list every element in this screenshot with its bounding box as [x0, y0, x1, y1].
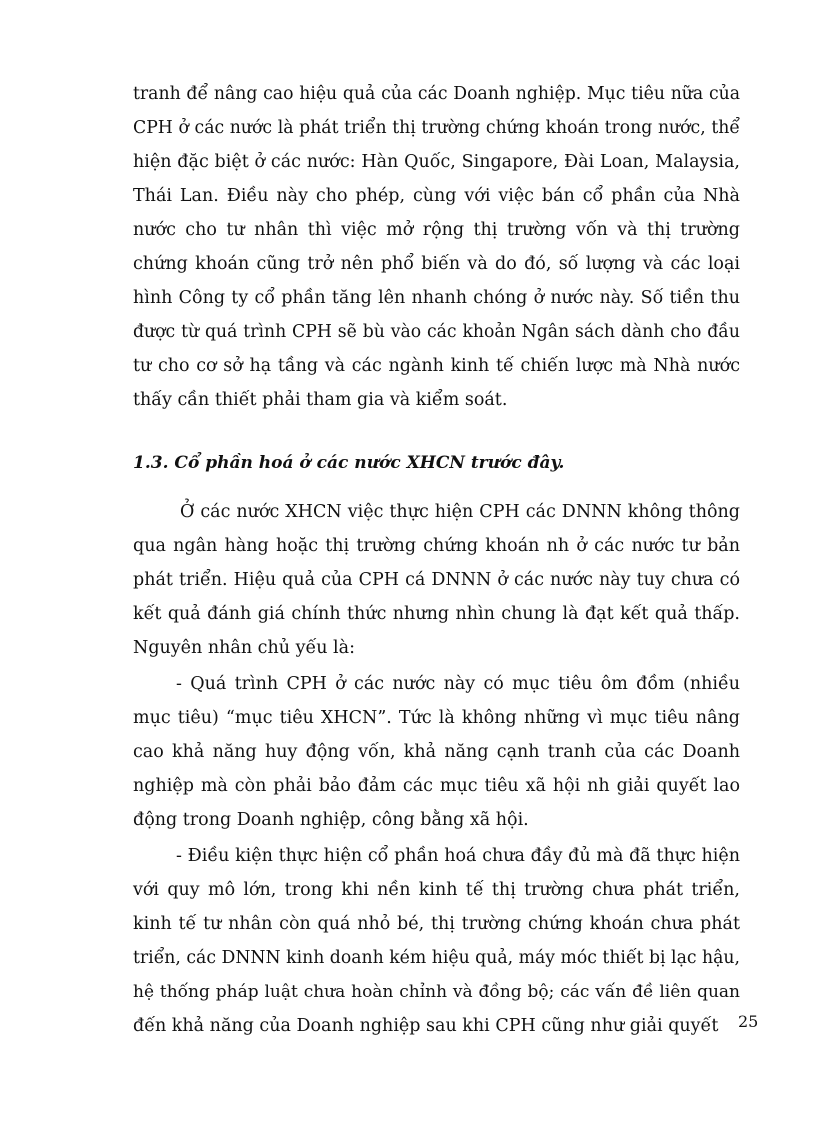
paragraph-1-line: tư cho cơ sở hạ tầng và các ngành kinh tế chiến lược mà Nhà nước — [133, 356, 740, 376]
paragraph-3-line: - Quá trình CPH ở các nước này có mục tiêu ôm đồm (nhiều — [176, 674, 740, 694]
paragraph-1-line: chứng khoán cũng trở nên phổ biến và do đó, số lượng và các loại — [133, 254, 740, 274]
paragraph-1-line: được từ quá trình CPH sẽ bù vào các khoản Ngân sách dành cho đầu — [133, 322, 740, 342]
paragraph-2-line: kết quả đánh giá chính thức nhưng nhìn chung là đạt kết quả thấp. — [133, 604, 740, 624]
paragraph-2-line: phát triển. Hiệu quả của CPH cá DNNN ở các nước này tuy chưa có — [133, 570, 740, 590]
paragraph-3-line: động trong Doanh nghiệp, công bằng xã hội. — [133, 810, 529, 830]
paragraph-4-line: đến khả năng của Doanh nghiệp sau khi CPH cũng như giải quyết — [133, 1016, 719, 1036]
paragraph-2-line: Ở các nước XHCN việc thực hiện CPH các DNNN không thông — [180, 502, 740, 522]
paragraph-1-line: tranh để nâng cao hiệu quả của các Doanh nghiệp. Mục tiêu nữa của — [133, 84, 740, 104]
section-heading: 1.3. Cổ phần hoá ở các nước XHCN trước đây. — [133, 453, 565, 473]
paragraph-1-line: hình Công ty cổ phần tăng lên nhanh chóng ở nước này. Số tiền thu — [133, 288, 740, 308]
paragraph-2-line: Nguyên nhân chủ yếu là: — [133, 638, 355, 658]
paragraph-1-line: CPH ở các nước là phát triển thị trường chứng khoán trong nước, thể — [133, 118, 740, 138]
paragraph-1-line: hiện đặc biệt ở các nước: Hàn Quốc, Singapore, Đài Loan, Malaysia, — [133, 152, 740, 172]
paragraph-4-line: triển, các DNNN kinh doanh kém hiệu quả, máy móc thiết bị lạc hậu, — [133, 948, 740, 968]
paragraph-4-line: với quy mô lớn, trong khi nền kinh tế thị trường chưa phát triển, — [133, 880, 740, 900]
paragraph-1-line: nước cho tư nhân thì việc mở rộng thị trường vốn và thị trường — [133, 220, 740, 240]
paragraph-3-line: cao khả năng huy động vốn, khả năng cạnh tranh của các Doanh — [133, 742, 740, 762]
paragraph-3-line: nghiệp mà còn phải bảo đảm các mục tiêu xã hội nh giải quyết lao — [133, 776, 740, 796]
paragraph-1-line: thấy cần thiết phải tham gia và kiểm soát. — [133, 390, 508, 410]
paragraph-3-line: mục tiêu) “mục tiêu XHCN”. Tức là không những vì mục tiêu nâng — [133, 708, 740, 728]
paragraph-1-line: Thái Lan. Điều này cho phép, cùng với việc bán cổ phần của Nhà — [133, 186, 740, 206]
paragraph-2-line: qua ngân hàng hoặc thị trường chứng khoán nh ở các nước tư bản — [133, 536, 740, 556]
paragraph-4-line: kinh tế tư nhân còn quá nhỏ bé, thị trường chứng khoán chưa phát — [133, 914, 740, 934]
paragraph-4-line: hệ thống pháp luật chưa hoàn chỉnh và đồng bộ; các vấn đề liên quan — [133, 982, 740, 1002]
paragraph-4-line: - Điều kiện thực hiện cổ phần hoá chưa đầy đủ mà đã thực hiện — [176, 846, 740, 866]
page-number: 25 — [738, 1012, 759, 1031]
